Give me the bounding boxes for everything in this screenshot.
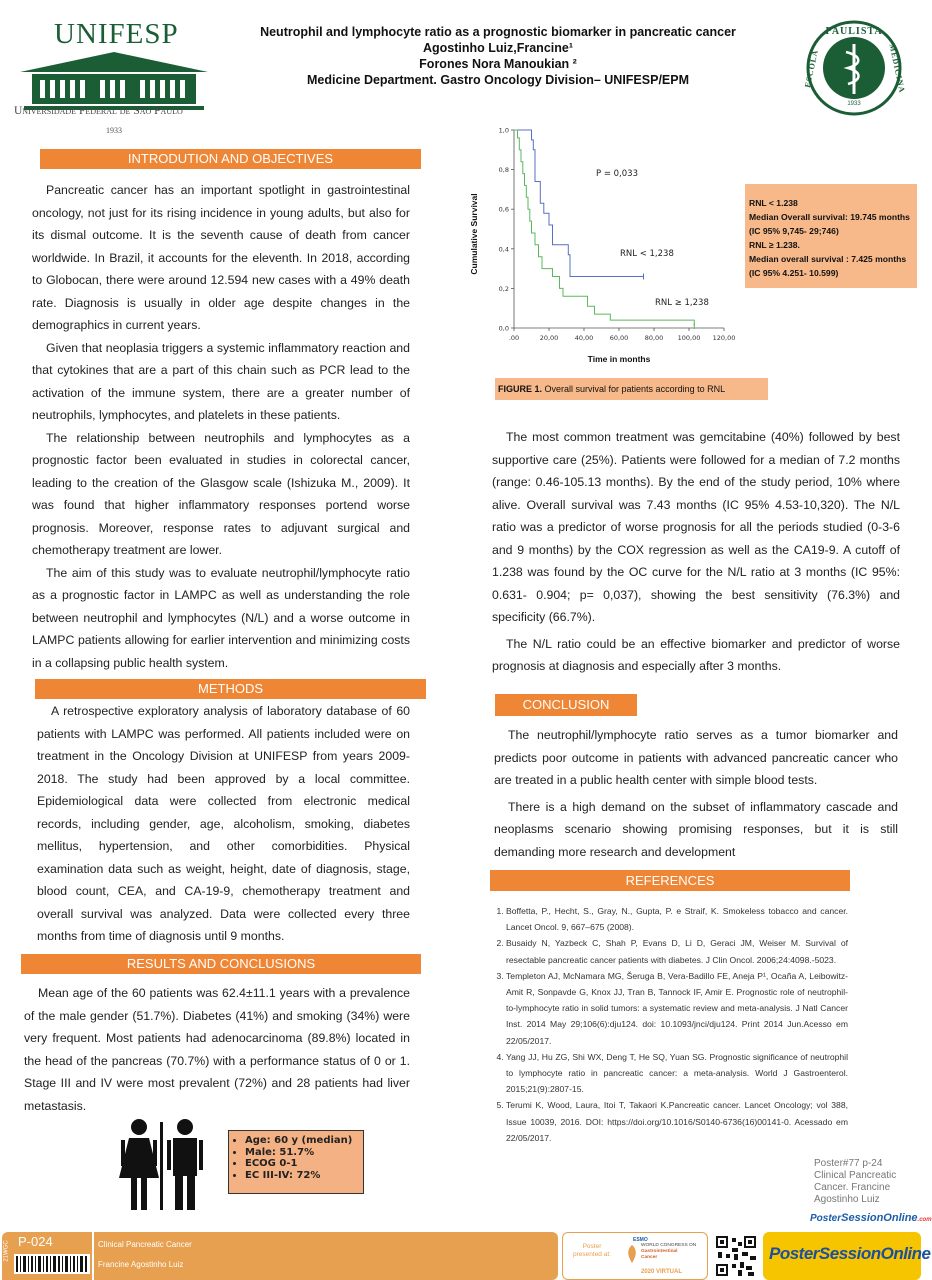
x-tick-label: 100,00 bbox=[677, 334, 701, 342]
note-line: Agostinho Luiz bbox=[814, 1194, 880, 1205]
reference-item: 3. Templeton AJ, McNamara MG, Šeruga B, Vera-Badillo FE, Aneja P¹, Ocaña A, Leibowitz-Amit R, Sonpavde G, Knox JJ, Tran B, Tannock IF, Amir E. Prognostic role of neutrophil-to-lymphocyte ratio in solid tumors: a systematic review and meta-analysis. J Natl Cancer Inst. 2014 May 29;106(6):dju124. doi: 10.1093/jnci/dju124. Print 2014 Jun.Acesso em 22/05/2017. bbox=[506, 968, 848, 1049]
survival-curve bbox=[514, 130, 694, 326]
stat-line: RNL ≥ 1.238. bbox=[749, 240, 800, 250]
paragraph: Given that neoplasia triggers a systemic inflammatory reaction and that cytokines that are a part of this chain such as PCR lead to the activation of the immune system, there are a greater number of neutrophils, lymphocytes, and platelets in these patients. bbox=[32, 340, 410, 422]
intro-text bbox=[32, 179, 410, 674]
figure-caption bbox=[495, 378, 768, 400]
paragraph: The neutrophil/lymphocyte ratio serves as a tumor biomarker and predicts poor outcome in patients with advanced pancreatic cancer who are treated in a public health center with simple blood tests. bbox=[494, 728, 898, 787]
conclusion-heading: CONCLUSION bbox=[495, 694, 637, 716]
rnl-low-annotation: RNL < 1,238 bbox=[620, 249, 674, 259]
footer-code: P-024 bbox=[18, 1234, 53, 1249]
congress-virtual: 2020 VIRTUAL bbox=[641, 1269, 683, 1275]
x-tick-label: .00 bbox=[508, 334, 520, 342]
congress-name bbox=[641, 1243, 696, 1261]
x-tick-label: 20,00 bbox=[539, 334, 559, 342]
seal-top-text: PAULISTA bbox=[825, 26, 883, 37]
key-fact: • ECOG 0-1 bbox=[245, 1158, 363, 1170]
paulista-seal bbox=[803, 20, 907, 116]
congress-logo-box bbox=[562, 1232, 708, 1280]
poster-session-online-logo[interactable] bbox=[763, 1232, 931, 1280]
congress-line: WORLD CONGRESS ON bbox=[641, 1243, 697, 1248]
note-line: Poster#77 p-24 bbox=[814, 1158, 883, 1169]
key-fact: • Age: 60 y (median) bbox=[245, 1135, 363, 1147]
congress-line: Cancer bbox=[641, 1255, 658, 1260]
barcode-icon bbox=[14, 1254, 90, 1274]
y-tick-label: 0,8 bbox=[498, 166, 509, 175]
survival-chart bbox=[462, 122, 742, 367]
rnl-high-annotation: RNL ≥ 1,238 bbox=[655, 298, 709, 308]
qr-code-icon[interactable] bbox=[716, 1236, 756, 1276]
conclusion-text bbox=[494, 724, 898, 863]
x-tick-label: 40,00 bbox=[574, 334, 594, 342]
title-line: Neutrophil and lymphocyte ratio as a prognostic biomarker in pancreatic cancer bbox=[260, 25, 736, 39]
congress-logo-icon bbox=[625, 1245, 639, 1263]
seal-year: 1933 bbox=[847, 101, 861, 107]
x-axis-label: Time in months bbox=[587, 354, 651, 364]
esmo-label: ESMO bbox=[633, 1237, 648, 1243]
intro-heading: INTRODUTION AND OBJECTIVES bbox=[40, 149, 421, 169]
methods-text bbox=[37, 700, 410, 948]
stat-line: Median overall survival : 7.425 months bbox=[749, 254, 907, 264]
reference-item: 1. Boffetta, P., Hecht, S., Gray, N., Gupta, P. e Straif, K. Smokeless tobacco and cancer. Lancet Oncol. 9, 667–675 (2008). bbox=[506, 903, 848, 935]
unifesp-logo bbox=[14, 18, 214, 138]
seal-left-text: ESCOLA bbox=[803, 48, 820, 89]
stat-line: (IC 95% 9,745- 29;746) bbox=[749, 226, 839, 236]
poster-session-logo-text: PosterSessionOnline bbox=[769, 1244, 931, 1263]
y-tick-label: 0,6 bbox=[498, 205, 509, 214]
footer-code-box bbox=[2, 1232, 92, 1280]
results-text bbox=[24, 982, 410, 1117]
male-female-icon bbox=[117, 1118, 207, 1212]
paragraph: The relationship between neutrophils and lymphocytes as a prognostic factor been evaluated in studies in colorectal cancer, leading to the creation of the Glasgow scale (Ishizuka M., 2009). It was found that higher inflammatory responses portend worse prognosis. Moreover, response rates to adjuvant surgical and chemotherapy treatment are lower. bbox=[32, 430, 410, 557]
footer-vertical-id: 21WGC bbox=[3, 1240, 10, 1262]
footer bbox=[0, 1232, 931, 1280]
figure-caption-label: FIGURE 1. bbox=[498, 384, 543, 394]
paragraph: Pancreatic cancer has an important spotlight in gastrointestinal oncology, not just for its rising incidence in young adults, but also for its dismal outcome. It is the seventh cause of death from cancer worldwide. In Brazil, it accounts for the eleventh. In 2018, according to Globocan, there were around 12.594 new cases with a 49% death rate. Diagnosis is usually in older age despite changes in the demographics in current years. bbox=[32, 183, 410, 332]
x-tick-label: 80,00 bbox=[644, 334, 664, 342]
small-logo-com: .com bbox=[917, 1217, 932, 1223]
paragraph: Mean age of the 60 patients was 62.4±11.1 years with a prevalence of the male gender (51.7%). Diabetes (41%) and smoking (34%) were very frequent. Most patients had adenocarcinoma (89.8%) located in the head of the pancreas (70.7%) with a performance status of 0 or 1. Stage III and IV were most prevalent (72%) and 28 patients had liver metastasis. bbox=[24, 986, 410, 1113]
figure-caption-text: Overall survival for patients according to RNL bbox=[542, 384, 726, 394]
paragraph: The most common treatment was gemcitabine (40%) followed by best supportive care (25%). Patients were followed for a median of 7.2 months (range: 0.46-105.13 months). By the end of the study period, 10% where alive. Overall survival was 7.43 months (IC 95% 4.53-10,320). The N/L ratio was a predictor of worse prognosis for all the periods studied (0-3-6 and 9 months) by the COX regression as well as the CA19-9. A cutoff of 1.238 was found by the OC curve for the N/L ratio at 3 months (IC 95%: 0.631- 0.904; p= 0,037), showing the best sensitivity (76.3%) and specificity (66.7%). bbox=[492, 430, 900, 624]
footer-author: Francine Agostinho Luiz bbox=[98, 1260, 184, 1269]
reference-item: 5. Terumi K, Wood, Laura, Itoi T, Takaori K.Pancreatic cancer. Lancet Oncology; vol 388, Issue 10039, 2016. DOI: https://doi.org/10.1016/S0140-6736(16)00141-0. Acessado em 22/05/2017. bbox=[506, 1097, 848, 1146]
y-tick-label: 0,2 bbox=[498, 284, 509, 293]
paragraph: There is a high demand on the subset of inflammatory cascade and neoplasms scenario showing promising responses, but it is still demanding more research and development bbox=[494, 799, 898, 859]
y-tick-label: 1,0 bbox=[498, 126, 509, 135]
y-tick-label: 0,0 bbox=[498, 324, 509, 333]
y-tick-label: 0,4 bbox=[498, 245, 509, 254]
congress-line: Gastrointestinal bbox=[641, 1249, 678, 1254]
paragraph: The aim of this study was to evaluate neutrophil/lymphocyte ratio as a prognostic factor in LAMPC as well as understanding the role between neutrophil and lymphocytes (N/L) and a worse outcome in LAMPC patients allowing for earlier intervention and minimizing costs in a collapsing public health system. bbox=[32, 565, 410, 670]
poster-side-note bbox=[814, 1158, 919, 1206]
key-fact: • Male: 51.7% bbox=[245, 1147, 363, 1159]
note-line: Cancer. Francine bbox=[814, 1182, 891, 1193]
unifesp-logo-subtitle: Universidade Federal de São Paulo bbox=[14, 105, 183, 117]
footer-topic: Clinical Pancreatic Cancer bbox=[98, 1240, 192, 1249]
stat-line: Median Overall survival: 19.745 months bbox=[749, 212, 910, 222]
treatment-text bbox=[492, 426, 900, 678]
title-line: Medicine Department. Gastro Oncology Division– UNIFESP/EPM bbox=[306, 73, 690, 87]
poster-title bbox=[228, 24, 768, 88]
x-tick-label: 60,00 bbox=[609, 334, 629, 342]
references-list bbox=[492, 903, 848, 1146]
small-logo-poster: Poster bbox=[810, 1213, 842, 1224]
key-fact: • EC III-IV: 72% bbox=[245, 1170, 363, 1182]
presented-at-text: Poster presented at: bbox=[573, 1243, 611, 1258]
footer-info-bar bbox=[94, 1232, 558, 1280]
note-line: Clinical Pancreatic bbox=[814, 1170, 897, 1181]
p-value-annotation: P = 0,033 bbox=[596, 169, 638, 179]
paragraph: The N/L ratio could be an effective biomarker and predictor of worse prognosis at diagnosis and especially after 3 months. bbox=[492, 636, 900, 673]
survival-stats-box bbox=[745, 184, 917, 288]
key-facts-box bbox=[228, 1130, 364, 1194]
reference-item: 2. Busaidy N, Yazbeck C, Shah P, Evans D, Li D, Geraci JM, Weiser M. Survival of resectable pancreatic cancer patients with diabetes. J Clin Oncol. 2006;24:4098.-5023. bbox=[506, 935, 848, 967]
y-axis-label: Cumulative Survival bbox=[469, 193, 479, 275]
unifesp-logo-year: 1933 bbox=[106, 126, 122, 135]
stat-line: (IC 95% 4.251- 10.599) bbox=[749, 268, 839, 278]
stat-line: RNL < 1.238 bbox=[749, 198, 798, 208]
results-heading: RESULTS AND CONCLUSIONS bbox=[21, 954, 421, 974]
references-heading: REFERENCES bbox=[490, 870, 850, 891]
small-logo-session: SessionOnline bbox=[841, 1212, 918, 1224]
seal-right-text: MEDICINA bbox=[887, 42, 907, 95]
paragraph: A retrospective exploratory analysis of laboratory database of 60 patients with LAMPC was performed. All patients included were on treatment in the Oncology Division at UNIFESP from years 2009-2018. The study had been approved by a local committee. Epidemiological data were collected from electronic medical records, including gender, age, alcoholism, smoking, diabetes mellitus, hypertension, and other comorbidities. Physical examination data such as weight, height, date of diagnosis, stage, blood count, CEA, and CA-19-9, chemotherapy treatment and overall survival was analyzed. Data were collected every three months from time of diagnosis until 9 months. bbox=[37, 704, 410, 943]
title-line: Agostinho Luiz,Francine¹ bbox=[423, 41, 573, 55]
unifesp-logo-name: UNIFESP bbox=[54, 18, 179, 50]
reference-item: 4. Yang JJ, Hu ZG, Shi WX, Deng T, He SQ, Yuan SG. Prognostic significance of neutrophil to lymphocyte ratio in pancreatic cancer: a meta-analysis. World J Gastroenterol. 2015;21(9):2807-15. bbox=[506, 1049, 848, 1098]
poster-session-small-logo[interactable] bbox=[810, 1208, 932, 1230]
x-tick-label: 120,00 bbox=[712, 334, 736, 342]
title-line: Forones Nora Manoukian ² bbox=[419, 57, 577, 71]
methods-heading: METHODS bbox=[35, 679, 426, 699]
